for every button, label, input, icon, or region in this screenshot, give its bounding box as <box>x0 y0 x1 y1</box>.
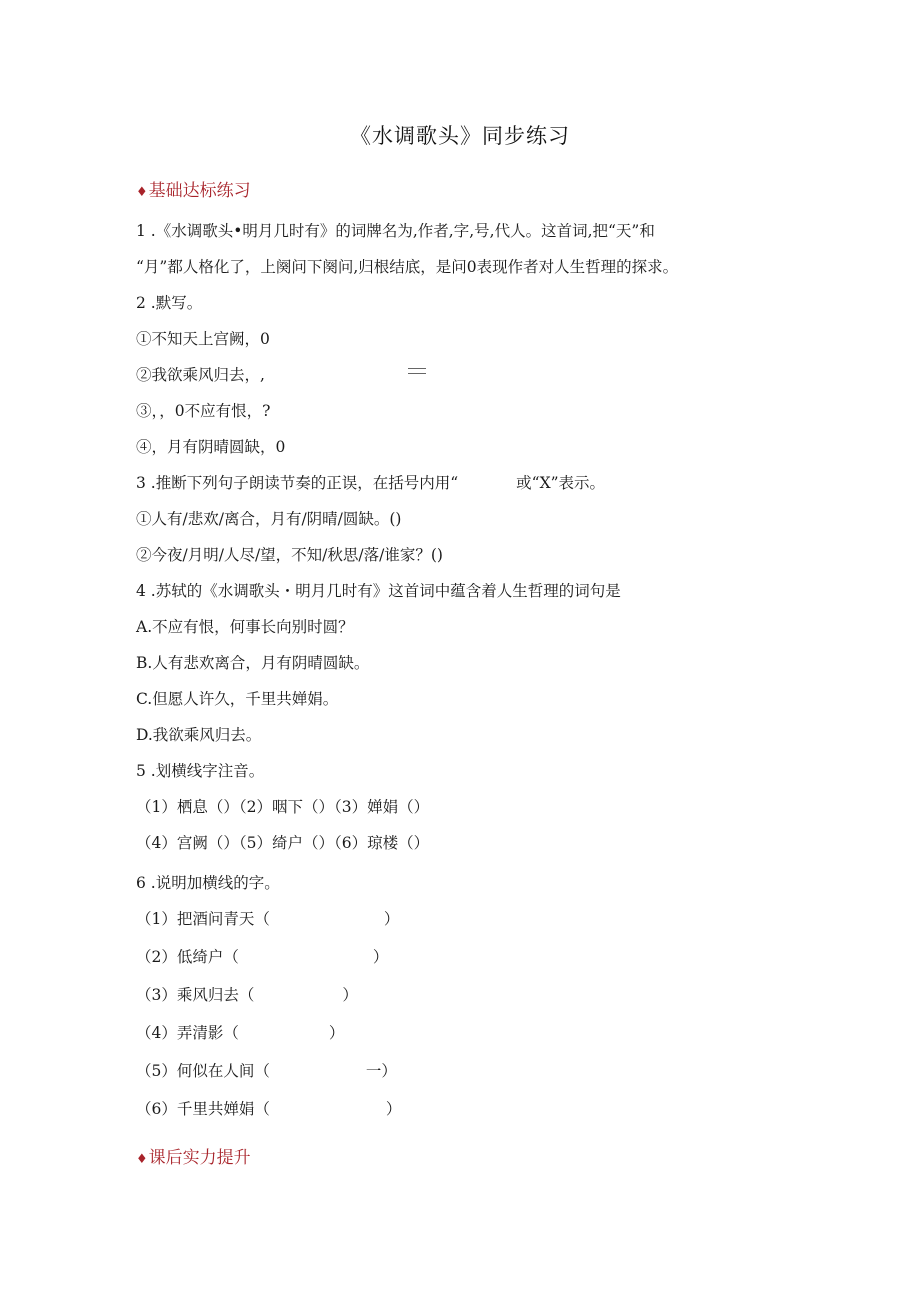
dictation-item-4: ④，月有阴晴圆缺，0 <box>136 438 286 456</box>
question-4-stem: 4 .苏轼的《水调歌头・明月几时有》这首词中蕴含着人生哲理的词句是 <box>136 582 621 600</box>
question-2-stem: 2 .默写。 <box>136 294 203 312</box>
pinyin-row-1: （1）栖息（）（2）咽下（）（3）婵娟（） <box>136 798 430 816</box>
explain-item-4: （4）弄清影（ ） <box>136 1024 345 1042</box>
dictation-item-3: ③，，0不应有恨，? <box>136 402 271 420</box>
page-title: 《水调歌头》同步练习 <box>350 124 570 148</box>
option-d: D.我欲乘风归去。 <box>136 726 262 744</box>
rhythm-item-2: ②今夜/月明/人尽/望，不知/秋思/落/谁家？() <box>136 546 443 564</box>
question-5-stem: 5 .划横线字注音。 <box>136 762 265 780</box>
section-heading-advanced: ♦课后实力提升 <box>136 1148 251 1168</box>
explain-item-1: （1）把酒问青天（ ） <box>136 910 400 928</box>
question-3-stem: 3 .推断下列句子朗读节奏的正误，在括号内用“ 或“X”表示。 <box>136 474 606 492</box>
diamond-bullet-icon: ♦ <box>136 1152 148 1167</box>
explain-item-2: （2）低绮户（ ） <box>136 948 389 966</box>
pinyin-row-2: （4）宫阙（）（5）绮户（）（6）琼楼（） <box>136 834 430 852</box>
dictation-item-1: ①不知天上宫阙，0 <box>136 330 270 348</box>
question-1-line-2: “月”都人格化了，上阕问下阕问,归根结底，是问0表现作者对人生哲理的探求。 <box>136 258 679 276</box>
dictation-item-2: ②我欲乘风归去，, <box>136 366 265 384</box>
explain-item-5: （5）何似在人间（ 一） <box>136 1062 397 1080</box>
blank-underline-mark <box>408 368 426 376</box>
diamond-bullet-icon: ♦ <box>136 185 148 200</box>
question-6-stem: 6 .说明加横线的字。 <box>136 874 280 892</box>
question-1-line-1: 1 .《水调歌头•明月几时有》的词牌名为,作者,字,号,代人。这首词,把“天”和 <box>136 222 655 240</box>
rhythm-item-1: ①人有/悲欢/离合，月有/阴晴/圆缺。() <box>136 510 402 528</box>
option-b: B.人有悲欢离合，月有阴晴圆缺。 <box>136 654 370 672</box>
option-a: A.不应有恨，何事长向别时圆？ <box>136 618 354 636</box>
explain-item-3: （3）乘风归去（ ） <box>136 986 358 1004</box>
section-heading-basic: ♦基础达标练习 <box>136 181 251 201</box>
explain-item-6: （6）千里共婵娟（ ） <box>136 1100 402 1118</box>
option-c: C.但愿人许久，千里共婵娟。 <box>136 690 339 708</box>
